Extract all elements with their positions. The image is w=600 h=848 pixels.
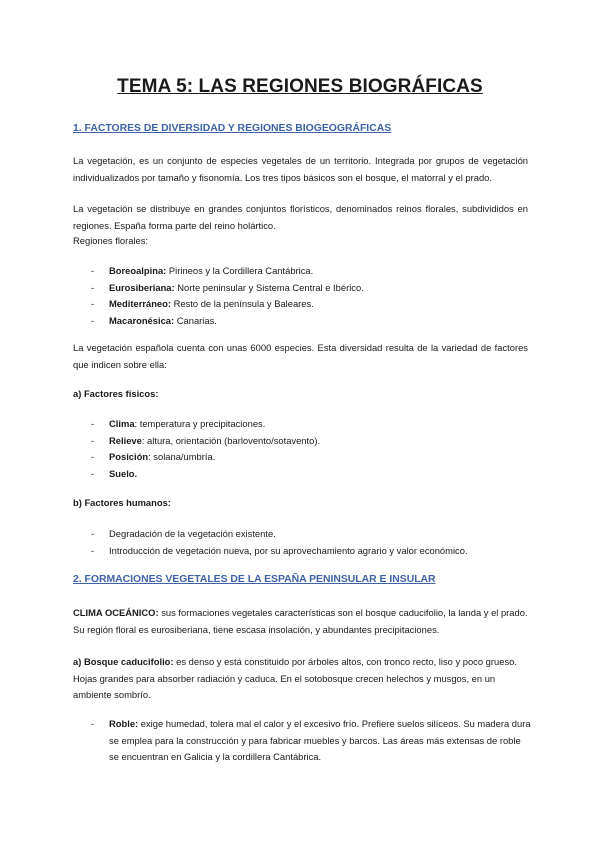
list-item: - Posición: solana/umbría. (91, 451, 216, 462)
list-item: - Macaronésica: Canarias. (91, 314, 217, 326)
roble-list (91, 716, 531, 766)
list-item: - Clima: temperatura y precipitaciones. (91, 418, 266, 429)
list-item: - Mediterráneo: Resto de la península y Baleares. (91, 298, 314, 309)
human-factors-list (91, 526, 531, 559)
section-heading-formaciones: 2. FORMACIONES VEGETALES DE LA ESPAÑA PENINSULAR E INSULAR (73, 574, 436, 585)
list-item: - Introducción de vegetación nueva, por su aprovechamiento agrario y valor económico. (91, 544, 468, 556)
human-factors-heading: b) Factores humanos: (73, 497, 171, 508)
regions-list (91, 263, 531, 329)
paragraph-bosque-caducifolio: a) Bosque caducifolio: es denso y está constituido por árboles altos, con tronco recto, liso y poco grueso. Hojas grandes para absorber radiación y caduca. En el sotobosque crecen helechos y musgos, en un ambiente sombrío. (73, 656, 517, 700)
list-item: - Relieve: altura, orientación (barlovento/sotavento). (91, 434, 321, 446)
section-heading-factores: 1. FACTORES DE DIVERSIDAD Y REGIONES BIOGEOGRÁFICAS (73, 123, 392, 134)
list-item: - Suelo. (91, 467, 138, 479)
physical-factors-heading: a) Factores físicos: (73, 388, 159, 399)
list-item: - Degradación de la vegetación existente. (91, 528, 276, 539)
list-item: - Roble: exige humedad, tolera mal el calor y el excesivo frío. Prefiere suelos silíceos. Su madera dura se emplea para la construcción y para fabricar muebles y barcos. Las áreas más extensas de roble se encuentran en Galicia y la cordillera Cantábrica. (91, 718, 531, 762)
list-item: - Eurosiberiana: Norte peninsular y Sistema Central e Ibérico. (91, 281, 364, 293)
physical-factors-list (91, 416, 531, 482)
list-item: - Boreoalpina: Pirineos y la Cordillera Cantábrica. (91, 265, 314, 276)
page-title: TEMA 5: LAS REGIONES BIOGRÁFICAS (117, 76, 483, 97)
paragraph-clima-oceanico: CLIMA OCEÁNICO: sus formaciones vegetales características son el bosque caducifolio, la landa y el prado. Su región floral es eurosiberiana, tiene escasa insolación, y abundantes precipitaciones. (73, 607, 528, 635)
paragraph-distribucion: La vegetación se distribuye en grandes conjuntos florísticos, denominados reinos florales, subdivididos en regiones. España forma parte del reino holártico. (73, 203, 528, 231)
paragraph-vegetacion: La vegetación, es un conjunto de especies vegetales de un territorio. Integrada por grupos de vegetación individualizados por tamaño y fisonomía. Los tres tipos básicos son el bosque, el matorral y el prado. (73, 155, 528, 183)
regions-label: Regiones florales: (73, 235, 149, 246)
paragraph-diversidad: La vegetación española cuenta con unas 6000 especies. Esta diversidad resulta de la variedad de factores que indicen sobre ella: (73, 342, 528, 370)
